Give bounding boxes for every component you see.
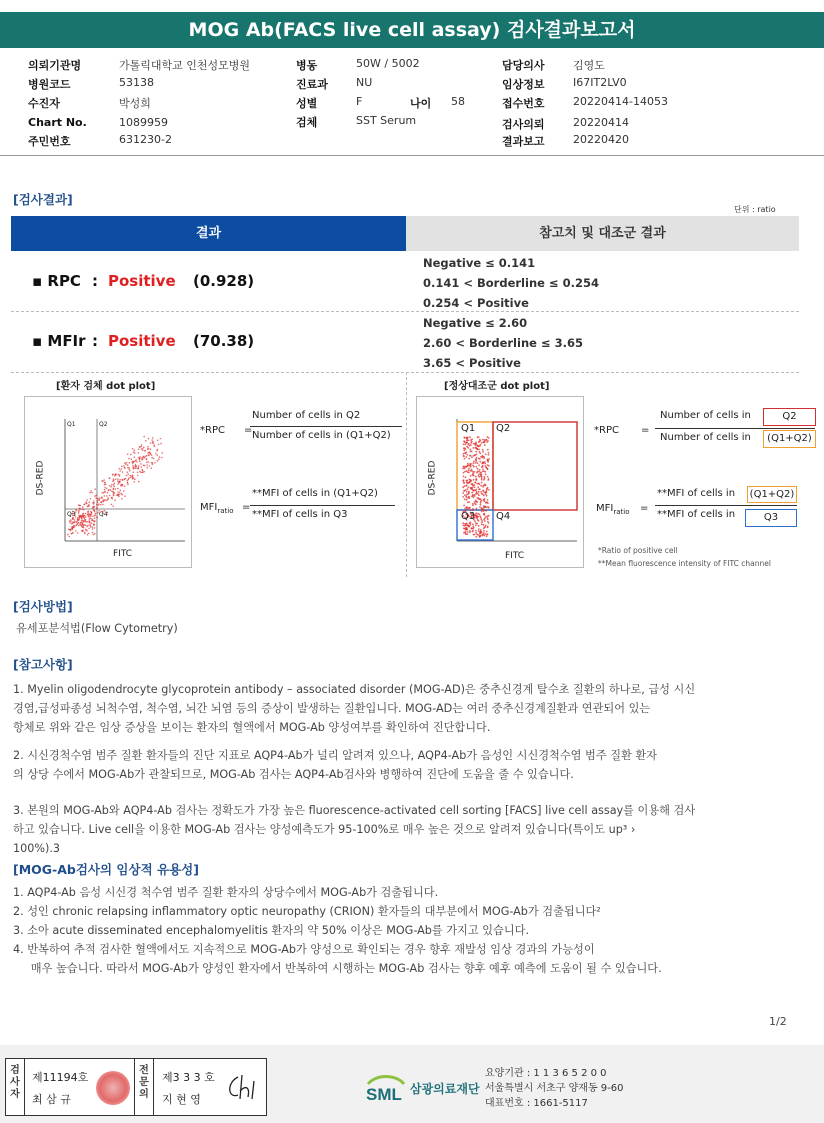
- result-status: Positive: [108, 272, 176, 290]
- info-label: 병원코드: [28, 78, 71, 91]
- note-line: 경염,급성파종성 뇌척수염, 척수염, 뇌간 뇌염 등의 증상이 발생하는 질환입니다. MOG-AD는 여러 중추신경계질환과 연관되어 있는: [13, 702, 651, 715]
- signature-image: [224, 1069, 264, 1105]
- reference-line: 0.254 < Positive: [423, 296, 529, 310]
- organization-name: 삼광의료재단: [410, 1082, 480, 1096]
- info-value: 20220420: [573, 133, 629, 146]
- results-header-reference: 참고치 및 대조군 결과: [406, 216, 799, 251]
- info-value: 53138: [119, 76, 154, 89]
- ctrl-mfi-numerator: **MFI of cells in: [657, 488, 736, 499]
- result-name: ▪ MFIr: [32, 332, 86, 350]
- address: 서울특별시 서초구 양재동 9-60: [485, 1083, 624, 1094]
- quadrant-label: Q2: [496, 423, 511, 434]
- rpc-formula-denominator: Number of cells in (Q1+Q2): [252, 430, 391, 441]
- info-value: F: [356, 95, 363, 108]
- reference-range: [423, 313, 583, 373]
- mfi-formula-denominator: **MFI of cells in Q3: [252, 509, 348, 520]
- ctrl-rpc-denominator: Number of cells in: [660, 432, 751, 443]
- list-item: 2. 성인 chronic relapsing inflammatory optic neuropathy (CRION) 환자들의 대부분에서 MOG-Ab가 검출됩니다²: [13, 905, 601, 918]
- seal-stamp: [96, 1071, 130, 1105]
- result-value: (70.38): [193, 332, 255, 350]
- reference-line: 0.141 < Borderline ≤ 0.254: [423, 276, 599, 290]
- q1q2-box: (Q1+Q2): [763, 430, 816, 448]
- reference-range: [423, 253, 599, 313]
- note-line: 2. 시신경척수염 범주 질환 환자들의 진단 지표로 AQP4-Ab가 널리 알려져 있으나, AQP4-Ab가 음성인 시신경척수염 범주 질환 환자: [13, 749, 657, 762]
- note-line: 1. Myelin oligodendrocyte glycoprotein antibody – associated disorder (MOG-AD)은 중추신경계 탈수초 질환의 하나로, 급성 시신: [13, 683, 696, 696]
- info-value: NU: [356, 76, 373, 89]
- x-axis-label: FITC: [505, 551, 525, 561]
- info-value: I67IT2LV0: [573, 76, 627, 89]
- info-value: 박성희: [119, 97, 151, 110]
- expert-vertical-label: 전문의: [139, 1065, 149, 1100]
- reference-line: 2.60 < Borderline ≤ 3.65: [423, 336, 583, 350]
- quadrant-label: Q2: [99, 421, 108, 428]
- notes-section-title: [참고사항]: [13, 657, 73, 672]
- expert-license: 제3 3 3 호: [162, 1071, 215, 1084]
- expert-name: 지 현 영: [162, 1093, 201, 1106]
- info-value: 1089959: [119, 116, 168, 129]
- x-axis-label: FITC: [113, 549, 133, 559]
- list-item: 4. 반복하여 추적 검사한 혈액에서도 지속적으로 MOG-Ab가 양성으로 확인되는 경우 향후 재발성 임상 경과의 가능성이: [13, 943, 595, 956]
- info-value: 20220414: [573, 116, 629, 129]
- quadrant-label: Q4: [99, 511, 108, 518]
- note-line: 100%).3: [13, 842, 61, 855]
- reference-line: Negative ≤ 0.141: [423, 256, 536, 270]
- divider: [11, 311, 799, 312]
- phone: 대표번호 : 1661-5117: [485, 1098, 588, 1109]
- note-line: 3. 본원의 MOG-Ab와 AQP4-Ab 검사는 정확도가 가장 높은 fluorescence-activated cell sorting [FACS] live cell assay를 이용해 검사: [13, 804, 696, 817]
- patient-dot-plot: [24, 396, 192, 568]
- info-label: 수진자: [28, 97, 60, 110]
- fraction-line: [250, 505, 395, 506]
- info-label: 검사의뢰: [502, 118, 545, 131]
- list-item: 1. AQP4-Ab 음성 시신경 척수염 범주 질환 환자의 상당수에서 MOG-Ab가 검출됩니다.: [13, 886, 439, 899]
- mfi-formula-label: $MFI_{ratio}$: [200, 502, 234, 515]
- clinical-section-title: [MOG-Ab검사의 임상적 유용성]: [13, 862, 199, 877]
- quadrant-label: Q4: [496, 511, 511, 522]
- results-section-title: [검사결과]: [13, 192, 73, 207]
- q1q2-box-mfi: (Q1+Q2): [747, 486, 797, 503]
- list-item: 3. 소아 acute disseminated encephalomyelitis 환자의 약 50% 이상은 MOG-Ab를 가지고 있습니다.: [13, 924, 529, 937]
- ctrl-mfi-formula-label: $MFI_{ratio}$: [596, 503, 630, 516]
- control-dot-plot: [416, 396, 584, 568]
- method-text: 유세포분석법(Flow Cytometry): [16, 622, 178, 635]
- q3-box: Q3: [745, 509, 797, 527]
- tester-vertical-label: 검사자: [10, 1065, 20, 1100]
- sml-logo-icon: [364, 1066, 408, 1106]
- info-label: 성별: [296, 97, 318, 110]
- organization-contact: [485, 1066, 624, 1111]
- tester-name: 최 삼 규: [32, 1093, 71, 1106]
- patient-dot-plot-svg: [25, 397, 193, 569]
- page-number: 1/2: [769, 1015, 787, 1028]
- y-axis-label: DS-RED: [427, 460, 438, 496]
- info-value: 50W / 5002: [356, 57, 420, 70]
- note-line: 항체로 위와 같은 임상 증상을 보이는 환자의 혈액에서 MOG-Ab 양성여부를 확인하여 진단합니다.: [13, 721, 491, 734]
- ctrl-mfi-denominator: **MFI of cells in: [657, 509, 736, 520]
- result-status: Positive: [108, 332, 176, 350]
- info-label: 나이: [410, 97, 432, 110]
- info-label: 주민번호: [28, 135, 71, 148]
- q2-gate: [493, 422, 577, 510]
- info-value: 20220414-14053: [573, 95, 668, 108]
- patient-plot-caption: [환자 검체 dot plot]: [56, 381, 156, 392]
- info-label: 의뢰기관명: [28, 59, 82, 72]
- result-colon: :: [92, 272, 98, 290]
- info-value: SST Serum: [356, 114, 417, 127]
- report-title: MOG Ab(FACS live cell assay) 검사결과보고서: [0, 12, 824, 48]
- control-plot-caption: [정상대조군 dot plot]: [444, 381, 550, 392]
- divider: [0, 155, 824, 156]
- info-label: 진료과: [296, 78, 328, 91]
- ctrl-rpc-numerator: Number of cells in: [660, 410, 751, 421]
- institution-code: 요양기관 : 1 1 3 6 5 2 0 0: [485, 1068, 607, 1079]
- result-name: ▪ RPC: [32, 272, 81, 290]
- rpc-formula-label: *RPC: [200, 425, 225, 436]
- fraction-line: [655, 428, 815, 429]
- info-value: 58: [451, 95, 465, 108]
- control-dots: [462, 436, 490, 538]
- note-paragraph-1: [13, 680, 813, 737]
- patient-info: [0, 57, 824, 153]
- method-section-title: [검사방법]: [13, 599, 73, 614]
- info-label: 결과보고: [502, 135, 545, 148]
- quadrant-label: Q3: [67, 511, 76, 518]
- info-label: Chart No.: [28, 116, 87, 129]
- info-label: 접수번호: [502, 97, 545, 110]
- quadrant-label: Q1: [67, 421, 76, 428]
- fraction-line: [655, 505, 797, 506]
- list-item: 매우 높습니다. 따라서 MOG-Ab가 양성인 환자에서 반복하여 시행하는 MOG-Ab 검사는 향후 예후 예측에 도움이 될 수 있습니다.: [13, 962, 662, 975]
- footnote: *Ratio of positive cell: [598, 546, 678, 555]
- quadrant-label: Q1: [461, 423, 476, 434]
- q2-box: Q2: [763, 408, 816, 426]
- divider: [406, 372, 407, 577]
- patient-dots: [67, 436, 163, 538]
- clinical-list: [13, 883, 813, 978]
- info-value: 가톨릭대학교 인천성모병원: [119, 59, 251, 72]
- result-value: (0.928): [193, 272, 255, 290]
- rpc-formula-numerator: Number of cells in Q2: [252, 410, 361, 421]
- logo-text: SML: [366, 1085, 402, 1104]
- quadrant-label: Q3: [461, 511, 476, 522]
- y-axis-label: DS-RED: [35, 460, 46, 496]
- mfi-formula-numerator: **MFI of cells in (Q1+Q2): [252, 488, 378, 499]
- footnote: **Mean fluorescence intensity of FITC channel: [598, 559, 771, 568]
- reference-line: 3.65 < Positive: [423, 356, 521, 370]
- unit-label: 단위 : ratio: [734, 205, 776, 214]
- info-label: 검체: [296, 116, 318, 129]
- results-header-result: 결과: [11, 216, 406, 251]
- reference-line: Negative ≤ 2.60: [423, 316, 528, 330]
- info-value: 631230-2: [119, 133, 172, 146]
- note-line: 의 상당 수에서 MOG-Ab가 관찰되므로, MOG-Ab 검사는 AQP4-Ab검사와 병행하여 진단에 도움을 줄 수 있습니다.: [13, 768, 574, 781]
- info-label: 임상정보: [502, 78, 545, 91]
- info-label: 담당의사: [502, 59, 545, 72]
- note-paragraph-2: [13, 746, 813, 784]
- fraction-line: [250, 426, 402, 427]
- signature-box: [5, 1058, 267, 1116]
- note-line: 하고 있습니다. Live cell을 이용한 MOG-Ab 검사는 양성예측도가 95-100%로 매우 높은 것으로 알려져 있습니다(특이도 up³ ›: [13, 823, 636, 836]
- info-value: 김영도: [573, 59, 605, 72]
- result-colon: :: [92, 332, 98, 350]
- note-paragraph-3: [13, 801, 813, 858]
- ctrl-rpc-formula-label: *RPC: [594, 425, 619, 436]
- info-label: 병동: [296, 59, 318, 72]
- tester-license: 제11194호: [32, 1071, 89, 1084]
